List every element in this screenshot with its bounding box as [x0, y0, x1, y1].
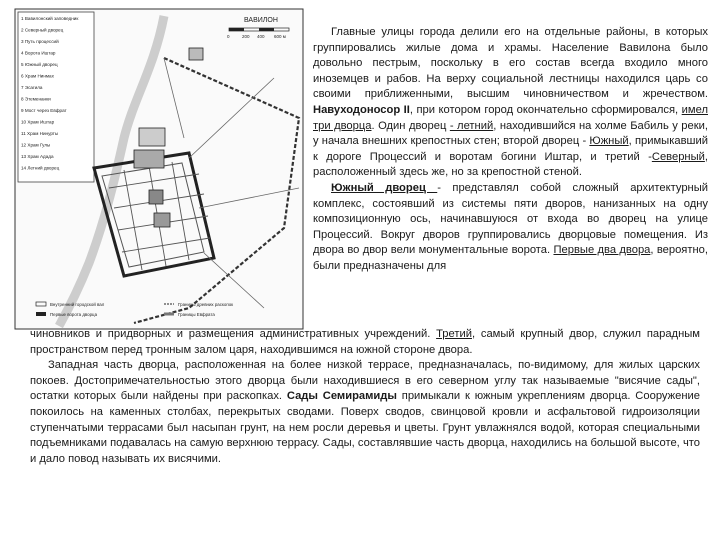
map-legend-item: 3 Путь процессий [21, 39, 59, 44]
map-legend-item: 5 Южный дворец [21, 62, 58, 67]
map-legend-item: 13 Храм Адада [21, 154, 54, 159]
svg-text:Внутренний городской вал: Внутренний городской вал [50, 302, 105, 307]
summer-palace [189, 48, 203, 60]
map-legend-item: 4 Ворота Иштар [21, 50, 56, 56]
nebuchadnezzar-name: Навуходоносор II [313, 103, 410, 116]
babylon-city-map [14, 8, 304, 330]
paragraph-intro: Главные улицы города делили его на отдельные районы, в которых группировались жилые дома и храмы. Население Вавилона было довольно пестрым, поскольку в его состав всегда входило много иноземцев и рабов. На верху социальной лестницы находился царь со своими приближенными, высшим чиновничеством и жречеством. Навуходоносор II, при котором город окончательно сформировался, имел три дворца. Один дворец - летний, находившийся на холме Бабиль у реки, у начала внешних крепостных стен; второй дворец - Южный, примыкавший к дороге Процессий и воротам богини Иштар, и третий -Северный, расположенный здесь же, но за крепостной стеной. [313, 26, 709, 179]
svg-text:200: 200 [242, 34, 250, 39]
etemenanki [149, 190, 163, 204]
svg-text:Первые ворота дворца: Первые ворота дворца [50, 312, 98, 317]
north-palace [139, 128, 165, 146]
svg-text:600 м: 600 м [274, 34, 286, 39]
map-legend-item: 14 Летний дворец [21, 165, 60, 171]
map-legend-item: 2 Северный дворец [21, 27, 64, 33]
map-legend-item: 7 Эсагила [21, 85, 43, 90]
south-palace [134, 150, 164, 168]
paragraph-south-palace: Южный дворец - представлял собой сложный архитектурный комплекс, состоявший из системы пяти дворов, нанизанных на одну композиционную ось, начинавшуюся от входа во дворец на улице Процессий. Вокруг дворов группировались дворцовые помещения. Из двора во двор вели монументальные ворота. Первые два двора, вероятно, были предназначены для [313, 181, 709, 272]
paragraph-courts: чиновников и придворных и размещения административных учреждений. Третий, самый крупный двор, служил парадным пространством перед тронным залом царя, находившимся на южной стороне двора. [30, 328, 700, 356]
gardens-title: Сады Семирамиды [286, 390, 397, 403]
map-legend-item: 8 Этеменанки [21, 96, 51, 102]
svg-text:0: 0 [227, 34, 230, 39]
map-legend-item: 1 Вавилонский заповедник [21, 16, 79, 21]
paragraph-gardens: Западная часть дворца, расположенная на более низкой террасе, предназначалась, по-видимому, для жилых царских покоев. Достопримечательностью этого дворца были находившиеся в его северном углу так называемые "висячие сады", остатки которых были найдены при раскопках. Сады Семирамиды примыкали к южным укреплениям дворца. Сооружение покоилось на каменных столбах, перекрытых сводами. Поверх сводов, свинцовой кровли и асфальтовой гидроизоляции ступенчатыми террасами был насыпан грунт, на нем росли деревья и цветы. Грунт увлажнялся водой, которая специальными подъемниками подавалась на самую верхнюю террасу. Сады, составлявшие часть дворца, находились на большой высоте, что и дало повод называть их висячими. [30, 359, 700, 465]
map-legend-item: 11 Храм Нинурты [21, 131, 59, 136]
south-palace-title: Южный дворец [331, 181, 438, 194]
text-column-full [30, 327, 700, 467]
map-heading: ВАВИЛОН [244, 17, 278, 24]
svg-text:400: 400 [257, 34, 265, 39]
map-legend-item: 10 Храм Иштар [21, 119, 55, 125]
esagila [154, 213, 170, 227]
svg-text:Границы Евфрата: Границы Евфрата [178, 312, 215, 317]
map-legend-item: 9 Мост через Евфрат [21, 108, 67, 113]
text-column-right [313, 25, 708, 275]
map-legend-item: 12 Храм Гулы [21, 142, 51, 148]
map-legend-item: 6 Храм Нинмах [21, 73, 54, 79]
svg-text:Границы древних раскопок: Границы древних раскопок [178, 302, 234, 307]
